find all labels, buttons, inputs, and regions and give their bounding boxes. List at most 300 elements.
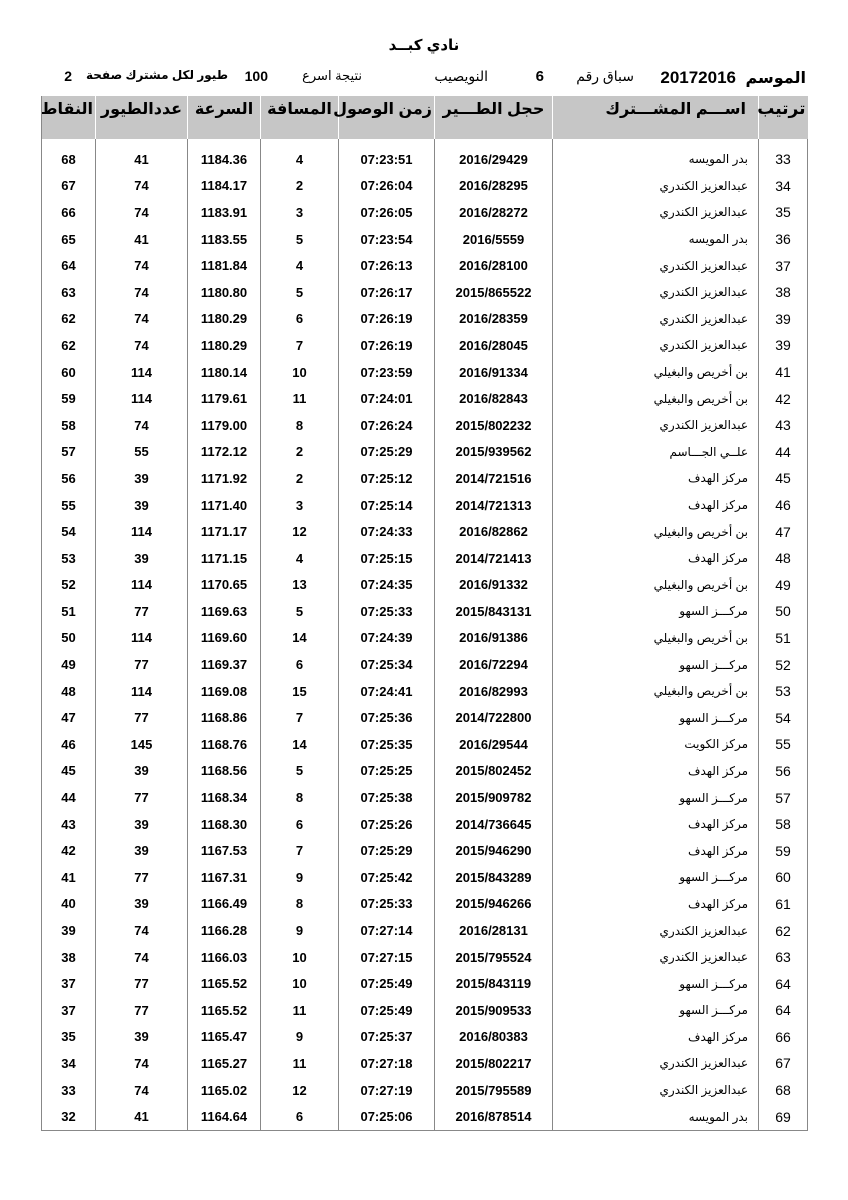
cell-distance: 6	[261, 1103, 339, 1130]
cell-points: 33	[42, 1077, 96, 1104]
table-row	[42, 598, 808, 625]
cell-speed: 1169.60	[188, 625, 261, 652]
cell-name: عبدالعزيز الكندري	[553, 306, 759, 333]
cell-name: عبدالعزيز الكندري	[553, 199, 759, 226]
cell-name: مركز الهدف	[553, 465, 759, 492]
cell-arrival: 07:24:01	[339, 385, 435, 412]
cell-birds: 55	[96, 439, 188, 466]
cell-points: 53	[42, 545, 96, 572]
cell-rank: 59	[759, 837, 808, 864]
result-label: نتيجة اسرع	[302, 68, 362, 83]
cell-distance: 14	[261, 625, 339, 652]
season-value: 20172016	[660, 68, 736, 87]
cell-speed: 1171.92	[188, 465, 261, 492]
cell-ring: 2016/91332	[435, 572, 553, 599]
race-label: سباق رقم	[576, 68, 634, 84]
cell-birds: 145	[96, 731, 188, 758]
cell-speed: 1183.55	[188, 226, 261, 253]
cell-rank: 51	[759, 625, 808, 652]
cell-arrival: 07:26:19	[339, 332, 435, 359]
cell-birds: 114	[96, 572, 188, 599]
cell-birds: 77	[96, 598, 188, 625]
cell-speed: 1166.03	[188, 944, 261, 971]
cell-distance: 11	[261, 1050, 339, 1077]
cell-arrival: 07:25:36	[339, 704, 435, 731]
cell-speed: 1179.61	[188, 385, 261, 412]
cell-ring: 2015/939562	[435, 439, 553, 466]
race-info-bar	[0, 68, 848, 90]
table-row	[42, 572, 808, 599]
station-name: النويصيب	[434, 68, 488, 84]
cell-birds: 41	[96, 226, 188, 253]
cell-speed: 1168.30	[188, 811, 261, 838]
cell-speed: 1165.02	[188, 1077, 261, 1104]
cell-ring: 2015/909782	[435, 784, 553, 811]
cell-ring: 2016/28359	[435, 306, 553, 333]
cell-birds: 77	[96, 970, 188, 997]
cell-name: عبدالعزيز الكندري	[553, 332, 759, 359]
cell-birds: 74	[96, 173, 188, 200]
cell-rank: 45	[759, 465, 808, 492]
cell-name: مركـــز السهو	[553, 598, 759, 625]
cell-ring: 2016/28045	[435, 332, 553, 359]
cell-points: 46	[42, 731, 96, 758]
cell-ring: 2015/946266	[435, 891, 553, 918]
cell-ring: 2014/721413	[435, 545, 553, 572]
cell-name: مركـــز السهو	[553, 970, 759, 997]
cell-birds: 114	[96, 625, 188, 652]
cell-birds: 74	[96, 1050, 188, 1077]
table-row	[42, 917, 808, 944]
cell-arrival: 07:26:05	[339, 199, 435, 226]
cell-distance: 14	[261, 731, 339, 758]
cell-points: 51	[42, 598, 96, 625]
season-label: الموسم	[745, 70, 806, 87]
cell-distance: 11	[261, 385, 339, 412]
cell-distance: 12	[261, 518, 339, 545]
cell-arrival: 07:25:38	[339, 784, 435, 811]
cell-distance: 8	[261, 412, 339, 439]
cell-ring: 2015/946290	[435, 837, 553, 864]
cell-arrival: 07:26:17	[339, 279, 435, 306]
table-row	[42, 864, 808, 891]
cell-speed: 1179.00	[188, 412, 261, 439]
cell-name: عبدالعزيز الكندري	[553, 917, 759, 944]
table-row	[42, 784, 808, 811]
cell-distance: 2	[261, 465, 339, 492]
cell-distance: 13	[261, 572, 339, 599]
col-header-ring: حجل الطـــير	[435, 96, 553, 139]
cell-speed: 1169.37	[188, 651, 261, 678]
cell-ring: 2015/865522	[435, 279, 553, 306]
cell-distance: 9	[261, 864, 339, 891]
cell-ring: 2015/802217	[435, 1050, 553, 1077]
cell-birds: 77	[96, 864, 188, 891]
cell-rank: 36	[759, 226, 808, 253]
cell-speed: 1168.34	[188, 784, 261, 811]
cell-name: مركز الهدف	[553, 811, 759, 838]
cell-arrival: 07:26:13	[339, 252, 435, 279]
cell-ring: 2014/722800	[435, 704, 553, 731]
cell-rank: 63	[759, 944, 808, 971]
cell-birds: 39	[96, 758, 188, 785]
cell-birds: 77	[96, 784, 188, 811]
cell-rank: 60	[759, 864, 808, 891]
cell-speed: 1170.65	[188, 572, 261, 599]
cell-points: 45	[42, 758, 96, 785]
cell-name: مركـــز السهو	[553, 784, 759, 811]
cell-points: 48	[42, 678, 96, 705]
col-header-distance: المسافة	[261, 96, 339, 139]
table-row	[42, 811, 808, 838]
cell-points: 40	[42, 891, 96, 918]
cell-rank: 61	[759, 891, 808, 918]
cell-points: 57	[42, 439, 96, 466]
cell-speed: 1180.80	[188, 279, 261, 306]
cell-name: مركز الهدف	[553, 492, 759, 519]
cell-speed: 1184.17	[188, 173, 261, 200]
cell-rank: 39	[759, 306, 808, 333]
cell-points: 67	[42, 173, 96, 200]
table-row	[42, 1024, 808, 1051]
cell-name: مركز الكويت	[553, 731, 759, 758]
table-row	[42, 173, 808, 200]
cell-distance: 15	[261, 678, 339, 705]
col-header-birds: عددالطيور	[96, 96, 188, 139]
cell-ring: 2015/795524	[435, 944, 553, 971]
cell-distance: 11	[261, 997, 339, 1024]
cell-ring: 2015/843119	[435, 970, 553, 997]
cell-birds: 74	[96, 944, 188, 971]
cell-distance: 12	[261, 1077, 339, 1104]
cell-birds: 74	[96, 252, 188, 279]
cell-ring: 2016/28295	[435, 173, 553, 200]
cell-rank: 42	[759, 385, 808, 412]
cell-distance: 10	[261, 359, 339, 386]
cell-rank: 69	[759, 1103, 808, 1130]
cell-distance: 3	[261, 492, 339, 519]
table-row	[42, 545, 808, 572]
cell-points: 62	[42, 306, 96, 333]
cell-birds: 74	[96, 199, 188, 226]
cell-ring: 2016/5559	[435, 226, 553, 253]
cell-name: بن أخريص والبغيلي	[553, 678, 759, 705]
cell-speed: 1165.52	[188, 970, 261, 997]
cell-points: 52	[42, 572, 96, 599]
cell-birds: 39	[96, 811, 188, 838]
cell-arrival: 07:27:15	[339, 944, 435, 971]
cell-speed: 1172.12	[188, 439, 261, 466]
cell-arrival: 07:27:19	[339, 1077, 435, 1104]
cell-birds: 39	[96, 545, 188, 572]
cell-points: 58	[42, 412, 96, 439]
cell-ring: 2016/28131	[435, 917, 553, 944]
cell-ring: 2016/29429	[435, 146, 553, 173]
cell-rank: 52	[759, 651, 808, 678]
cell-name: مركـــز السهو	[553, 704, 759, 731]
cell-birds: 41	[96, 146, 188, 173]
cell-birds: 39	[96, 465, 188, 492]
cell-speed: 1171.40	[188, 492, 261, 519]
cell-name: عبدالعزيز الكندري	[553, 412, 759, 439]
cell-ring: 2016/29544	[435, 731, 553, 758]
cell-rank: 56	[759, 758, 808, 785]
cell-birds: 39	[96, 492, 188, 519]
cell-rank: 54	[759, 704, 808, 731]
cell-speed: 1165.27	[188, 1050, 261, 1077]
cell-name: بن أخريص والبغيلي	[553, 625, 759, 652]
table-row	[42, 944, 808, 971]
cell-points: 50	[42, 625, 96, 652]
cell-distance: 4	[261, 545, 339, 572]
cell-name: عبدالعزيز الكندري	[553, 944, 759, 971]
table-row	[42, 359, 808, 386]
table-header-row	[42, 96, 808, 139]
cell-speed: 1168.86	[188, 704, 261, 731]
cell-birds: 77	[96, 651, 188, 678]
cell-birds: 74	[96, 1077, 188, 1104]
cell-arrival: 07:25:06	[339, 1103, 435, 1130]
cell-distance: 9	[261, 917, 339, 944]
cell-ring: 2016/91334	[435, 359, 553, 386]
cell-birds: 77	[96, 704, 188, 731]
table-row	[42, 252, 808, 279]
cell-rank: 57	[759, 784, 808, 811]
cell-name: بن أخريص والبغيلي	[553, 572, 759, 599]
cell-name: مركز الهدف	[553, 545, 759, 572]
cell-birds: 39	[96, 891, 188, 918]
cell-ring: 2016/91386	[435, 625, 553, 652]
cell-ring: 2016/82862	[435, 518, 553, 545]
cell-arrival: 07:26:04	[339, 173, 435, 200]
cell-name: مركز الهدف	[553, 758, 759, 785]
table-row	[42, 439, 808, 466]
col-header-arrival: زمن الوصول	[339, 96, 435, 139]
table-row	[42, 492, 808, 519]
table-row	[42, 837, 808, 864]
cell-arrival: 07:25:49	[339, 997, 435, 1024]
table-row	[42, 651, 808, 678]
cell-arrival: 07:25:49	[339, 970, 435, 997]
cell-speed: 1180.29	[188, 332, 261, 359]
cell-arrival: 07:25:37	[339, 1024, 435, 1051]
table-row	[42, 518, 808, 545]
cell-name: بدر المويسه	[553, 146, 759, 173]
cell-points: 34	[42, 1050, 96, 1077]
cell-name: مركز الهدف	[553, 891, 759, 918]
cell-ring: 2016/82843	[435, 385, 553, 412]
cell-name: بن أخريص والبغيلي	[553, 359, 759, 386]
cell-name: مركز الهدف	[553, 1024, 759, 1051]
cell-distance: 7	[261, 837, 339, 864]
cell-rank: 46	[759, 492, 808, 519]
cell-arrival: 07:25:33	[339, 891, 435, 918]
cell-rank: 43	[759, 412, 808, 439]
cell-birds: 114	[96, 678, 188, 705]
cell-points: 41	[42, 864, 96, 891]
cell-name: علــي الجـــاسم	[553, 439, 759, 466]
cell-ring: 2016/28100	[435, 252, 553, 279]
cell-distance: 2	[261, 439, 339, 466]
cell-name: عبدالعزيز الكندري	[553, 173, 759, 200]
cell-name: بن أخريص والبغيلي	[553, 518, 759, 545]
cell-points: 63	[42, 279, 96, 306]
cell-birds: 39	[96, 837, 188, 864]
cell-ring: 2015/909533	[435, 997, 553, 1024]
cell-distance: 10	[261, 970, 339, 997]
cell-rank: 68	[759, 1077, 808, 1104]
cell-birds: 77	[96, 997, 188, 1024]
cell-speed: 1184.36	[188, 146, 261, 173]
cell-arrival: 07:25:15	[339, 545, 435, 572]
table-row	[42, 306, 808, 333]
cell-points: 65	[42, 226, 96, 253]
table-row	[42, 1077, 808, 1104]
cell-points: 44	[42, 784, 96, 811]
cell-points: 60	[42, 359, 96, 386]
cell-speed: 1166.49	[188, 891, 261, 918]
table-row	[42, 226, 808, 253]
cell-ring: 2016/878514	[435, 1103, 553, 1130]
table-row	[42, 731, 808, 758]
table-row	[42, 465, 808, 492]
cell-rank: 38	[759, 279, 808, 306]
cell-arrival: 07:24:33	[339, 518, 435, 545]
cell-speed: 1164.64	[188, 1103, 261, 1130]
cell-speed: 1181.84	[188, 252, 261, 279]
cell-ring: 2014/721516	[435, 465, 553, 492]
race-number: 6	[535, 68, 544, 85]
cell-points: 37	[42, 970, 96, 997]
table-row	[42, 146, 808, 173]
cell-speed: 1168.56	[188, 758, 261, 785]
cell-name: بن أخريص والبغيلي	[553, 385, 759, 412]
cell-rank: 44	[759, 439, 808, 466]
cell-speed: 1171.15	[188, 545, 261, 572]
page-number: 2	[64, 68, 72, 84]
cell-speed: 1165.52	[188, 997, 261, 1024]
cell-arrival: 07:25:34	[339, 651, 435, 678]
table-row	[42, 1050, 808, 1077]
cell-speed: 1167.31	[188, 864, 261, 891]
cell-points: 49	[42, 651, 96, 678]
cell-speed: 1171.17	[188, 518, 261, 545]
table-row	[42, 625, 808, 652]
cell-ring: 2015/843131	[435, 598, 553, 625]
cell-birds: 74	[96, 306, 188, 333]
cell-distance: 5	[261, 758, 339, 785]
results-table	[41, 96, 808, 1131]
cell-birds: 74	[96, 917, 188, 944]
col-header-points: النقاط	[42, 96, 96, 139]
cell-arrival: 07:25:25	[339, 758, 435, 785]
cell-name: مركز الهدف	[553, 837, 759, 864]
cell-arrival: 07:27:18	[339, 1050, 435, 1077]
cell-name: مركـــز السهو	[553, 864, 759, 891]
col-header-rank: ترتيب	[759, 96, 808, 139]
cell-points: 42	[42, 837, 96, 864]
cell-distance: 9	[261, 1024, 339, 1051]
cell-distance: 2	[261, 173, 339, 200]
cell-ring: 2015/795589	[435, 1077, 553, 1104]
cell-ring: 2016/82993	[435, 678, 553, 705]
cell-points: 66	[42, 199, 96, 226]
cell-arrival: 07:25:26	[339, 811, 435, 838]
cell-birds: 74	[96, 279, 188, 306]
cell-points: 68	[42, 146, 96, 173]
cell-ring: 2014/721313	[435, 492, 553, 519]
table-row	[42, 199, 808, 226]
cell-arrival: 07:26:24	[339, 412, 435, 439]
cell-arrival: 07:25:35	[339, 731, 435, 758]
cell-distance: 8	[261, 891, 339, 918]
cell-name: مركـــز السهو	[553, 997, 759, 1024]
cell-rank: 64	[759, 970, 808, 997]
cell-distance: 7	[261, 704, 339, 731]
cell-distance: 3	[261, 199, 339, 226]
table-row	[42, 970, 808, 997]
cell-rank: 66	[759, 1024, 808, 1051]
cell-rank: 39	[759, 332, 808, 359]
cell-ring: 2015/843289	[435, 864, 553, 891]
cell-speed: 1169.08	[188, 678, 261, 705]
table-row	[42, 1103, 808, 1130]
cell-arrival: 07:26:19	[339, 306, 435, 333]
cell-rank: 50	[759, 598, 808, 625]
cell-birds: 74	[96, 332, 188, 359]
cell-arrival: 07:25:12	[339, 465, 435, 492]
cell-name: عبدالعزيز الكندري	[553, 1050, 759, 1077]
cell-ring: 2016/72294	[435, 651, 553, 678]
per-page-label: طيور لكل مشترك صفحة	[86, 68, 228, 82]
table-body	[42, 139, 808, 1130]
cell-distance: 6	[261, 811, 339, 838]
cell-points: 32	[42, 1103, 96, 1130]
cell-rank: 48	[759, 545, 808, 572]
cell-points: 47	[42, 704, 96, 731]
cell-points: 38	[42, 944, 96, 971]
cell-ring: 2014/736645	[435, 811, 553, 838]
cell-arrival: 07:23:59	[339, 359, 435, 386]
col-header-speed: السرعة	[188, 96, 261, 139]
cell-rank: 58	[759, 811, 808, 838]
cell-speed: 1166.28	[188, 917, 261, 944]
club-title: نادي كبــد	[388, 37, 460, 54]
cell-name: مركـــز السهو	[553, 651, 759, 678]
header-spacer	[42, 139, 808, 146]
cell-name: عبدالعزيز الكندري	[553, 279, 759, 306]
cell-distance: 6	[261, 651, 339, 678]
cell-rank: 34	[759, 173, 808, 200]
cell-name: عبدالعزيز الكندري	[553, 1077, 759, 1104]
cell-rank: 49	[759, 572, 808, 599]
cell-name: عبدالعزيز الكندري	[553, 252, 759, 279]
table-row	[42, 412, 808, 439]
cell-points: 62	[42, 332, 96, 359]
cell-arrival: 07:25:42	[339, 864, 435, 891]
cell-rank: 55	[759, 731, 808, 758]
cell-rank: 64	[759, 997, 808, 1024]
table-row	[42, 704, 808, 731]
cell-rank: 47	[759, 518, 808, 545]
cell-points: 39	[42, 917, 96, 944]
cell-ring: 2016/28272	[435, 199, 553, 226]
col-header-name: اســـم المشـــترك	[553, 96, 759, 139]
cell-birds: 114	[96, 385, 188, 412]
cell-birds: 114	[96, 359, 188, 386]
cell-speed: 1183.91	[188, 199, 261, 226]
cell-rank: 53	[759, 678, 808, 705]
